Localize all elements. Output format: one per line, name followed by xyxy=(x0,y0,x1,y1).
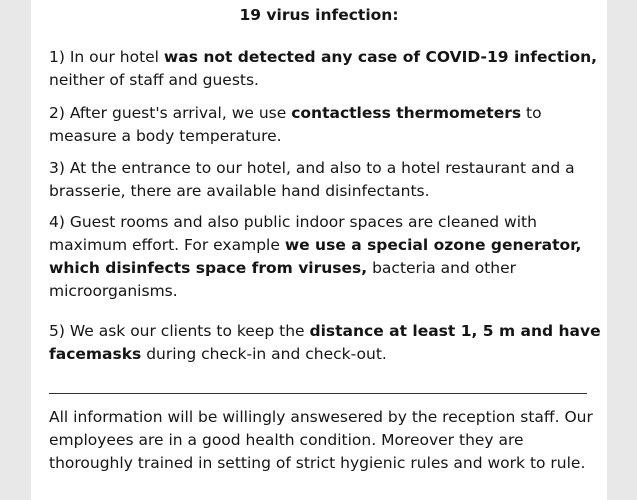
point-4-text-end: bacteria and other microorganisms. xyxy=(49,259,517,300)
point-2-emphasis: contactless thermometers xyxy=(291,104,522,122)
point-2-text-end: to measure a body temperature. xyxy=(49,104,542,145)
closing-paragraph: All information will be willingly answesered by the reception staff. Our employees are in a good health condition. Moreover they are thoroughly trained in setting of strict hygienic rules and work to rule. xyxy=(49,408,593,472)
point-5-emphasis: distance at least 1, 5 m and have facemasks xyxy=(49,322,601,363)
notice-heading: 19 virus infection: xyxy=(239,6,399,24)
point-5 xyxy=(49,320,607,366)
notice-page xyxy=(31,0,607,500)
point-1-text-end: neither of staff and guests. xyxy=(49,71,259,89)
point-1-text: 1) In our hotel xyxy=(49,48,164,66)
point-5-text-end: during check-in and check-out. xyxy=(141,345,387,363)
point-5-text: 5) We ask our clients to keep the xyxy=(49,322,310,340)
point-4-emphasis: we use a special ozone generator, which disinfects space from viruses, xyxy=(49,236,582,277)
point-4 xyxy=(49,211,607,303)
point-3 xyxy=(49,157,607,203)
section-divider xyxy=(49,393,587,394)
point-1-emphasis: was not detected any case of COVID-19 infection, xyxy=(163,48,598,66)
point-2-text: 2) After guest's arrival, we use xyxy=(49,104,292,122)
point-3-text: 3) At the entrance to our hotel, and also to a hotel restaurant and a brasserie, there are available hand disinfectants. xyxy=(49,159,575,200)
point-2 xyxy=(49,102,607,148)
point-4-text: 4) Guest rooms and also public indoor spaces are cleaned with maximum effort. For example xyxy=(49,213,537,254)
point-1 xyxy=(49,46,607,92)
